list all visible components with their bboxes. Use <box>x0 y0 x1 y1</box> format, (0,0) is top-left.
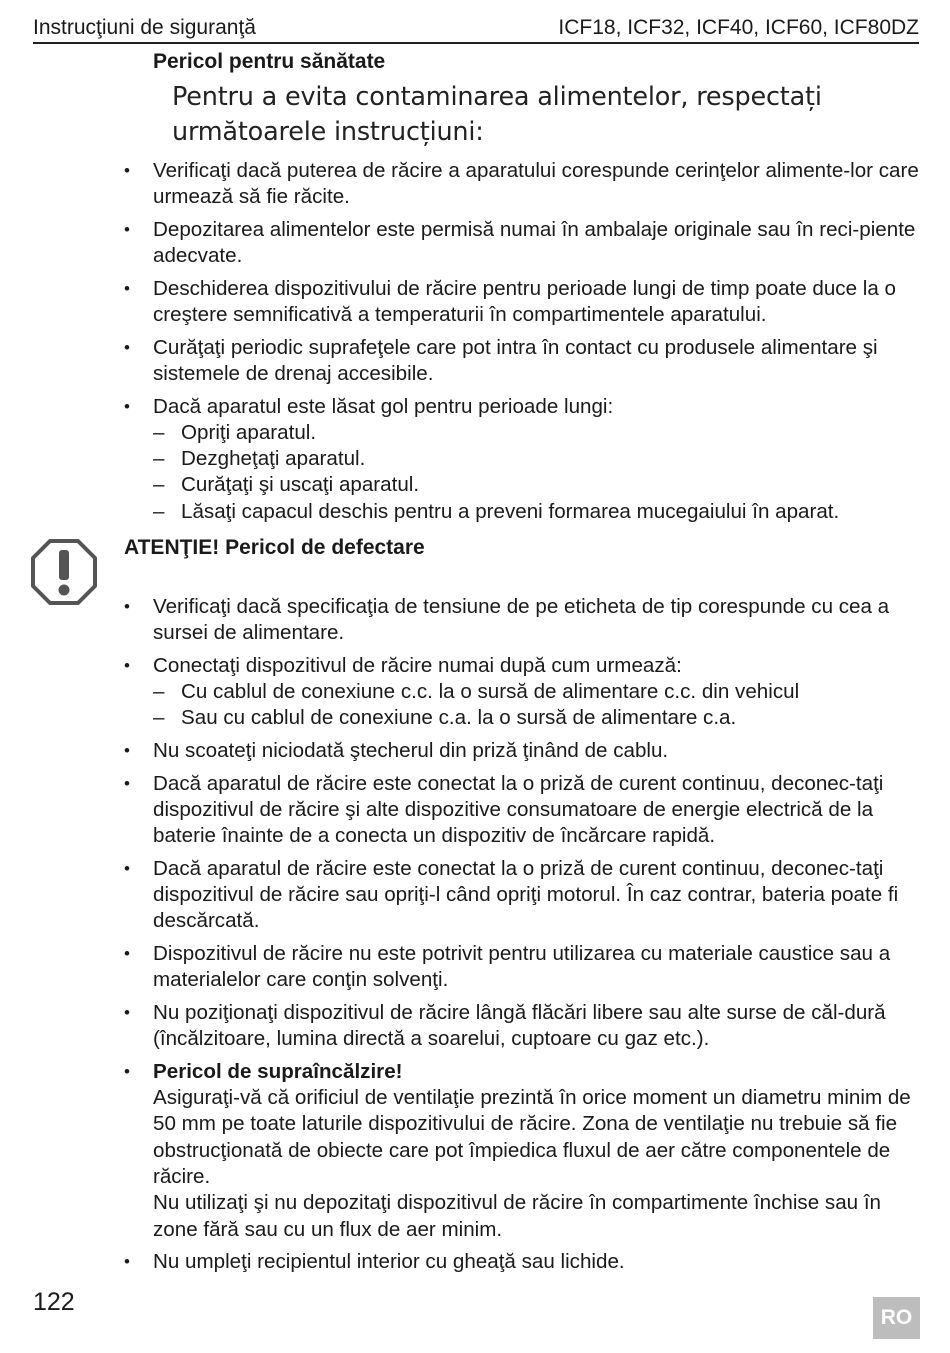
sub-list-item: – Dezgheţaţi aparatul. <box>153 446 921 472</box>
exclamation-octagon-icon <box>30 538 98 606</box>
overheat-text-2: Nu utilizaţi şi nu depozitaţi dispozitivul de răcire în compartimente închise sau în zone fără sau cu un flux de aer minim. <box>153 1191 882 1241</box>
list-item: • Dacă aparatul de răcire este conectat la o priză de curent continuu, deconec-taţi dispozitivul de răcire sau opriţi-l când opriţi motorul. În caz contrar, bateria poate fi descărcată. <box>124 856 921 935</box>
warning-bullet-list <box>124 594 921 1282</box>
section-title: Pericol pentru sănătate <box>153 50 386 73</box>
list-item: • Verificaţi dacă specificaţia de tensiune de pe eticheta de tip corespunde cu cea a sursei de alimentare. <box>124 594 921 647</box>
list-item <box>124 653 921 732</box>
sub-list-item: – Cu cablul de conexiune c.c. la o sursă de alimentare c.c. din vehicul <box>153 679 921 705</box>
list-item: • Verificaţi dacă puterea de răcire a aparatului corespunde cerinţelor alimente-lor care urmează să fie răcite. <box>124 158 921 211</box>
language-badge: RO <box>873 1297 920 1339</box>
page-header <box>33 12 919 44</box>
header-models: ICF18, ICF32, ICF40, ICF60, ICF80DZ <box>558 16 919 39</box>
list-item: • Nu scoateţi niciodată ştecherul din priză ţinând de cablu. <box>124 738 921 764</box>
sub-list-item: – Sau cu cablul de conexiune c.a. la o sursă de alimentare c.a. <box>153 705 921 731</box>
sub-list <box>153 679 921 732</box>
list-item: • Dacă aparatul de răcire este conectat la o priză de curent continuu, deconec-taţi dispozitivul de răcire şi alte dispozitive consumatoare de energie electrică de la baterie înainte de a conecta un dispozitiv de încărcare rapidă. <box>124 771 921 850</box>
list-item-overheat <box>124 1059 921 1243</box>
sub-list-item: – Lăsaţi capacul deschis pentru a preveni formarea mucegaiului în aparat. <box>153 499 921 525</box>
sub-list-item: – Opriţi aparatul. <box>153 420 921 446</box>
health-bullet-list <box>124 158 921 531</box>
list-item: • Nu umpleţi recipientul interior cu gheaţă sau lichide. <box>124 1249 921 1275</box>
warning-title: ATENŢIE! Pericol de defectare <box>124 536 425 559</box>
list-item: • Deschiderea dispozitivului de răcire pentru perioade lungi de timp poate duce la o creştere semnificativă a temperaturii în compartimentele aparatului. <box>124 276 921 329</box>
list-item: • Curăţaţi periodic suprafeţele care pot intra în contact cu produsele alimentare şi sistemele de drenaj accesibile. <box>124 335 921 388</box>
section-intro: Pentru a evita contaminarea alimentelor, respectați următoarele instrucțiuni: <box>172 82 822 147</box>
sub-list-item: – Curăţaţi şi uscaţi aparatul. <box>153 472 921 498</box>
overheat-title: • Pericol de supraîncălzire! <box>153 1059 403 1083</box>
list-item: • Nu poziţionaţi dispozitivul de răcire lângă flăcări libere sau alte surse de căl-dură (încălzitoare, lumina directă a soarelui, cuptoare cu gaz etc.). <box>124 1000 921 1053</box>
list-item: • Depozitarea alimentelor este permisă numai în ambalaje originale sau în reci-piente adecvate. <box>124 217 921 270</box>
page-number: 122 <box>33 1288 75 1316</box>
header-title: Instrucţiuni de siguranţă <box>33 16 256 39</box>
list-item: • Dispozitivul de răcire nu este potrivit pentru utilizarea cu materiale caustice sau a materialelor care conţin solvenţi. <box>124 941 921 994</box>
list-item-text: Conectaţi dispozitivul de răcire numai după cum urmează: <box>153 653 682 677</box>
overheat-text: Asiguraţi-vă că orificiul de ventilaţie prezintă în orice moment un diametru minim de 50 mm pe toate laturile dispozitivului de răcire. Zona de ventilaţie nu trebuie să fie obstrucţionată de obiecte care pot împiedica fluxul de aer către componentele de răcire. <box>153 1086 911 1189</box>
list-item-text: Dacă aparatul este lăsat gol pentru perioade lungi: <box>153 394 614 418</box>
list-item <box>124 394 921 525</box>
sub-list <box>153 420 921 525</box>
